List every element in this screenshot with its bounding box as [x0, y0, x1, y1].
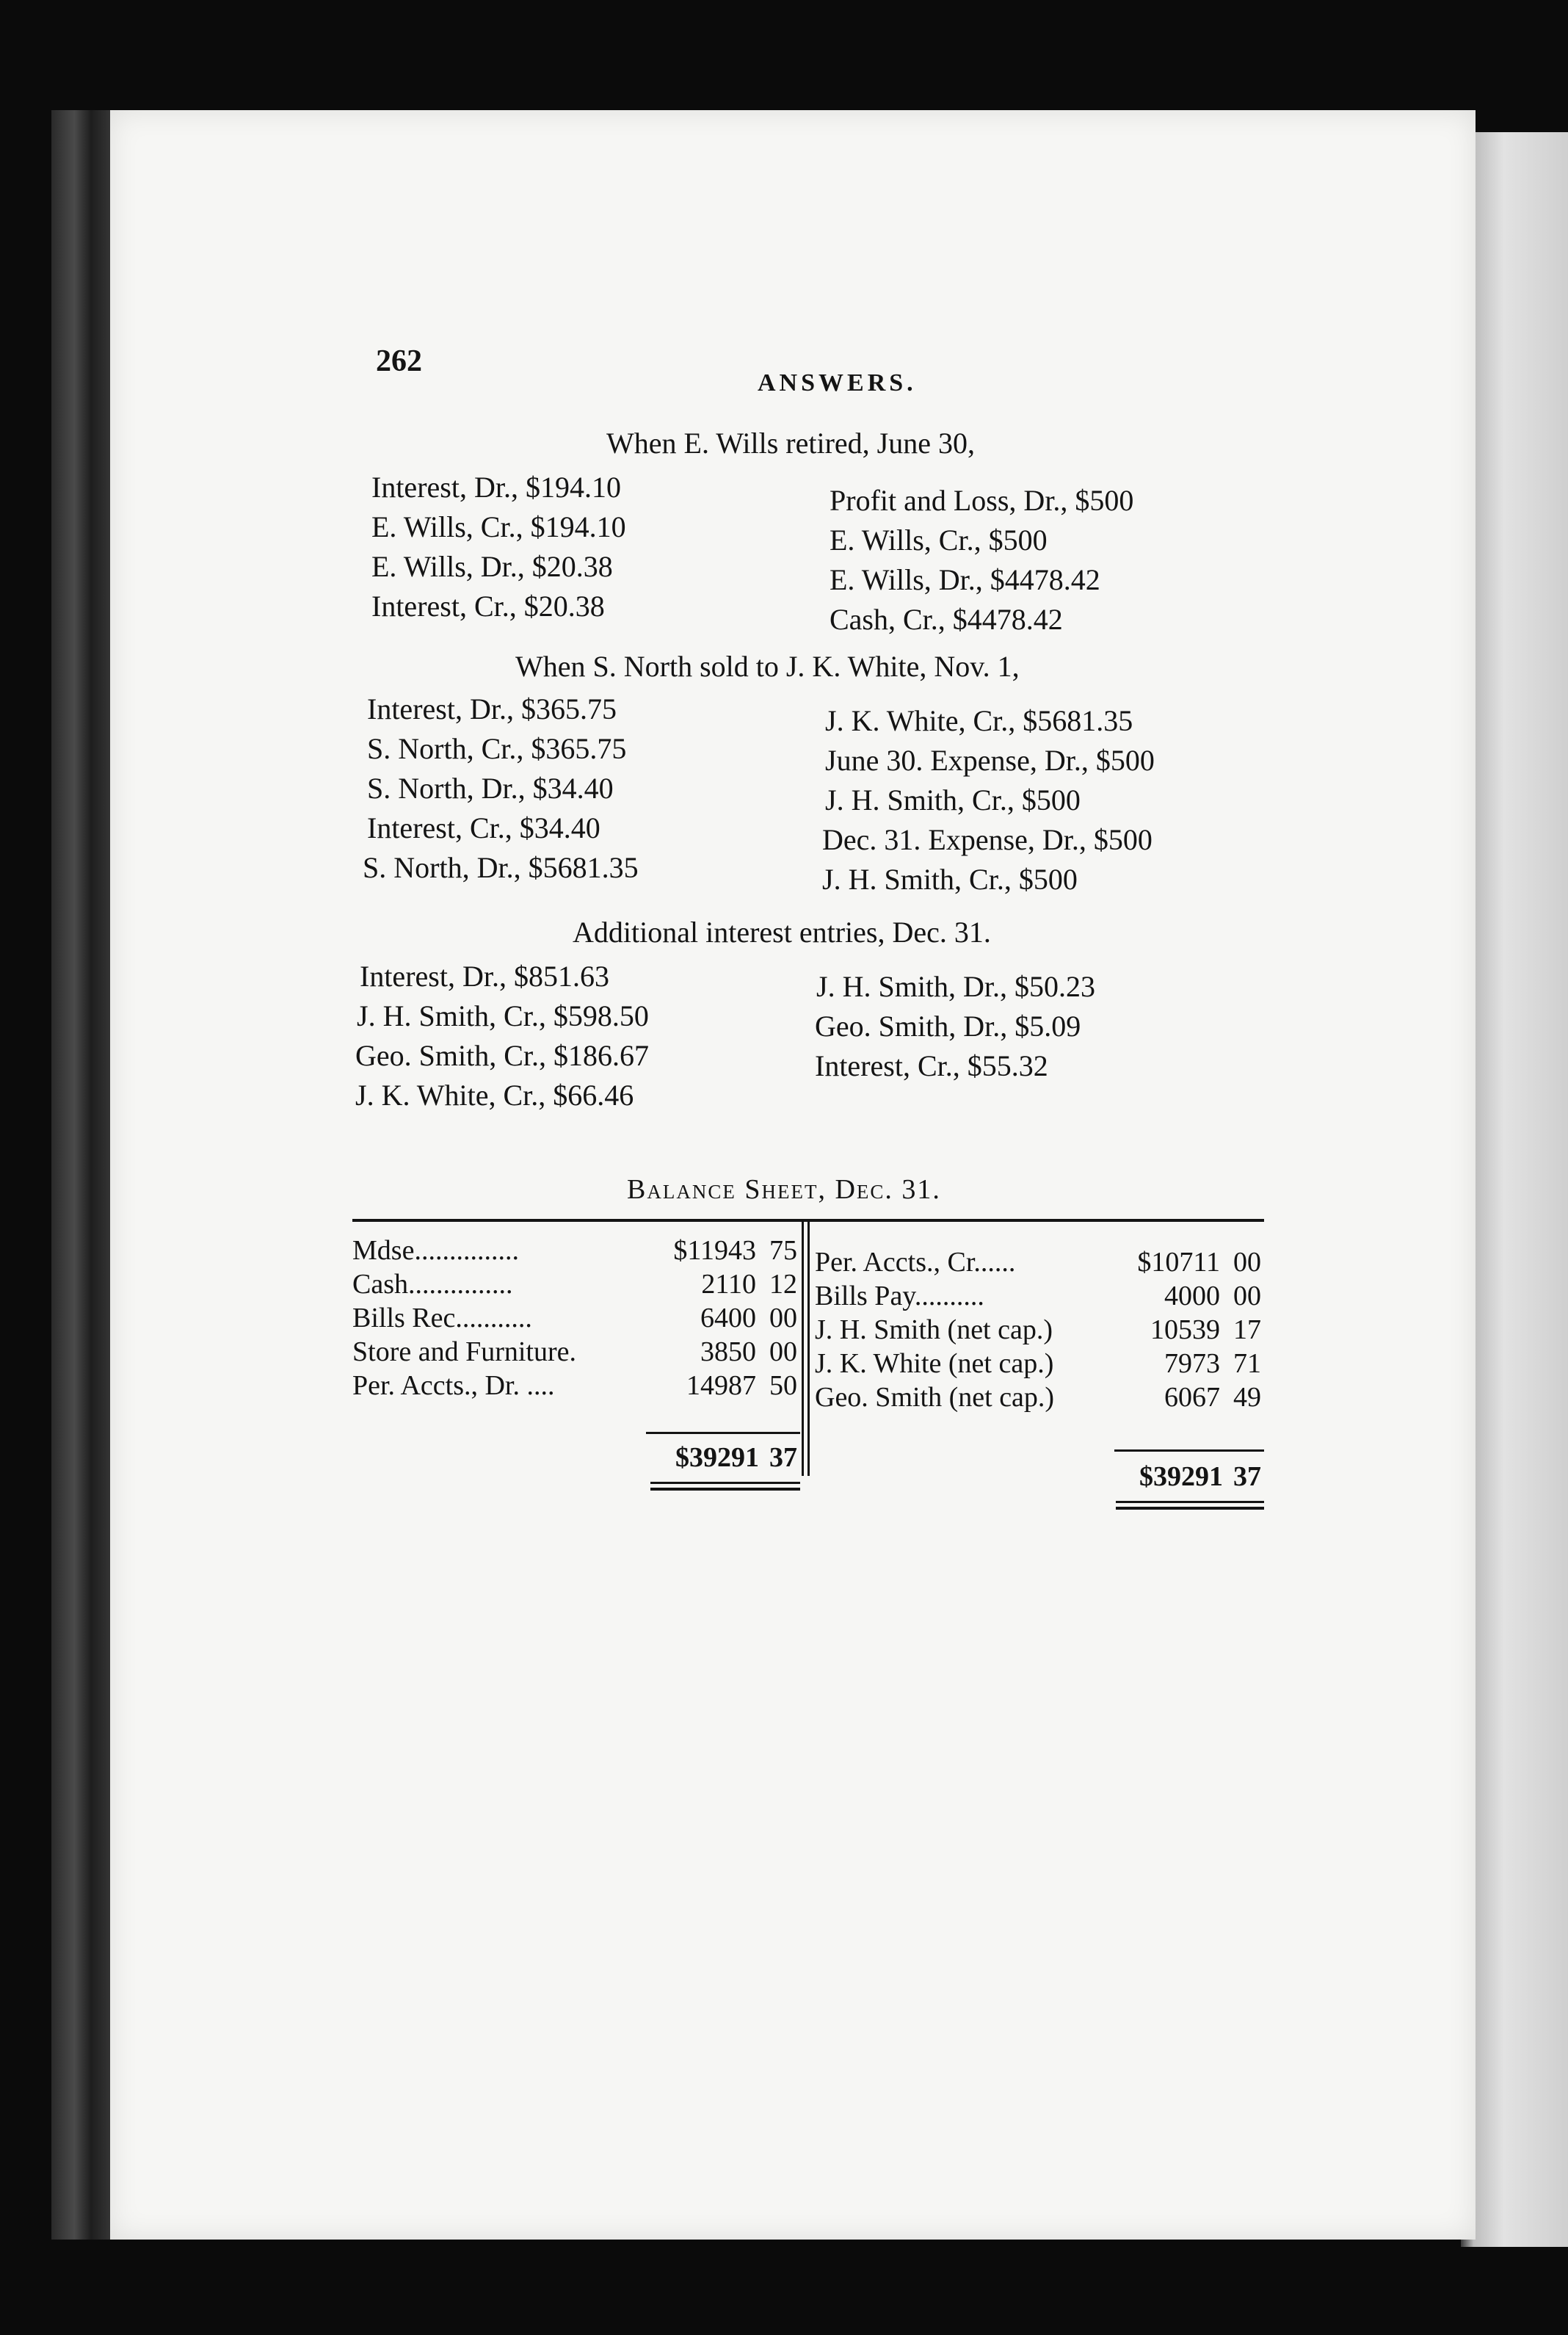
- entry-left: S. North, Dr., $5681.35: [363, 851, 639, 884]
- row-dollars: 3850: [700, 1336, 756, 1367]
- row-cents: 75: [769, 1235, 797, 1266]
- table-row: [352, 1335, 800, 1369]
- column-divider: [807, 1219, 810, 1476]
- row-dollars: 14987: [686, 1370, 756, 1401]
- subtotal-rule-left: [646, 1432, 800, 1434]
- total-dollars: $39291: [1139, 1461, 1223, 1492]
- entry-right: J. K. White, Cr., $5681.35: [825, 704, 1133, 737]
- table-row: [352, 1369, 800, 1402]
- section-heading: Additional interest entries, Dec. 31.: [573, 916, 991, 949]
- balance-left-column: [352, 1234, 800, 1417]
- entry-left: Interest, Dr., $851.63: [360, 960, 609, 993]
- table-row: [815, 1380, 1264, 1414]
- table-row: [352, 1301, 800, 1335]
- row-dollars: 6400: [700, 1303, 756, 1333]
- row-cents: 12: [769, 1269, 797, 1300]
- row-cents: 50: [769, 1370, 797, 1401]
- row-label: Cash...............: [352, 1269, 513, 1300]
- double-rule-right: [1116, 1507, 1264, 1510]
- entry-left: Geo. Smith, Cr., $186.67: [355, 1039, 650, 1072]
- double-rule-left: [650, 1482, 800, 1484]
- row-label: Per. Accts., Cr......: [815, 1247, 1016, 1278]
- total-dollars: $39291: [675, 1442, 759, 1473]
- entry-right: J. H. Smith, Dr., $50.23: [816, 970, 1096, 1003]
- row-label: Bills Rec...........: [352, 1303, 532, 1333]
- running-header: ANSWERS.: [758, 369, 917, 397]
- page-number: 262: [376, 344, 422, 378]
- row-cents: 71: [1233, 1348, 1261, 1379]
- row-cents: 00: [1233, 1247, 1261, 1278]
- row-label: Per. Accts., Dr. ....: [352, 1370, 555, 1401]
- subtotal-rule-right: [1114, 1449, 1264, 1452]
- total-left: [646, 1441, 800, 1474]
- row-cents: 00: [769, 1336, 797, 1367]
- row-label: Store and Furniture.: [352, 1336, 577, 1367]
- entry-right: J. H. Smith, Cr., $500: [825, 783, 1081, 817]
- entry-right: June 30. Expense, Dr., $500: [825, 744, 1155, 777]
- entry-right: Cash, Cr., $4478.42: [830, 603, 1063, 636]
- adjacent-page-edge: [1461, 132, 1568, 2247]
- row-dollars: $11943: [673, 1235, 756, 1266]
- book-page: [110, 110, 1476, 2240]
- row-dollars: 10539: [1150, 1314, 1220, 1345]
- balance-right-column: [815, 1245, 1264, 1429]
- table-row: [352, 1267, 800, 1301]
- entry-left: E. Wills, Dr., $20.38: [371, 550, 613, 583]
- row-dollars: 6067: [1164, 1382, 1220, 1413]
- entry-right: J. H. Smith, Cr., $500: [822, 863, 1078, 896]
- entry-left: S. North, Dr., $34.40: [367, 772, 614, 805]
- section-heading: When S. North sold to J. K. White, Nov. 1,: [515, 650, 1020, 683]
- entry-right: Profit and Loss, Dr., $500: [830, 484, 1134, 517]
- row-cents: 00: [769, 1303, 797, 1333]
- table-row: [352, 1234, 800, 1267]
- row-cents: 17: [1233, 1314, 1261, 1345]
- entry-left: Interest, Dr., $365.75: [367, 692, 617, 725]
- row-dollars: $10711: [1137, 1247, 1220, 1278]
- column-divider: [802, 1219, 804, 1476]
- row-dollars: 7973: [1164, 1348, 1220, 1379]
- row-dollars: 4000: [1164, 1281, 1220, 1311]
- row-label: J. H. Smith (net cap.): [815, 1314, 1053, 1345]
- balance-sheet-title: Balance Sheet, Dec. 31.: [627, 1174, 941, 1205]
- table-row: [815, 1279, 1264, 1313]
- entry-left: E. Wills, Cr., $194.10: [371, 510, 626, 543]
- entry-right: Geo. Smith, Dr., $5.09: [815, 1010, 1081, 1043]
- double-rule-right: [1116, 1501, 1264, 1503]
- double-rule-left: [650, 1488, 800, 1491]
- row-label: Geo. Smith (net cap.): [815, 1382, 1055, 1413]
- row-label: Bills Pay..........: [815, 1281, 984, 1311]
- entry-left: Interest, Cr., $34.40: [367, 811, 600, 844]
- row-cents: 00: [1233, 1281, 1261, 1311]
- entry-right: E. Wills, Cr., $500: [830, 524, 1048, 557]
- entry-right: Interest, Cr., $55.32: [815, 1049, 1048, 1082]
- entry-right: Dec. 31. Expense, Dr., $500: [822, 823, 1153, 856]
- entry-right: E. Wills, Dr., $4478.42: [830, 563, 1100, 596]
- table-row: [815, 1313, 1264, 1347]
- entry-left: S. North, Cr., $365.75: [367, 732, 627, 765]
- total-cents: 37: [769, 1442, 797, 1473]
- table-row: [815, 1245, 1264, 1279]
- entry-left: Interest, Dr., $194.10: [371, 471, 621, 504]
- row-label: Mdse...............: [352, 1235, 519, 1266]
- row-label: J. K. White (net cap.): [815, 1348, 1054, 1379]
- table-row: [815, 1347, 1264, 1380]
- entry-left: J. K. White, Cr., $66.46: [355, 1079, 634, 1112]
- book-spine: [51, 110, 117, 2240]
- row-cents: 49: [1233, 1382, 1261, 1413]
- entry-left: J. H. Smith, Cr., $598.50: [357, 999, 649, 1032]
- total-right: [1110, 1460, 1264, 1494]
- entry-left: Interest, Cr., $20.38: [371, 590, 605, 623]
- row-dollars: 2110: [701, 1269, 756, 1300]
- section-heading: When E. Wills retired, June 30,: [606, 427, 975, 460]
- total-cents: 37: [1233, 1461, 1261, 1492]
